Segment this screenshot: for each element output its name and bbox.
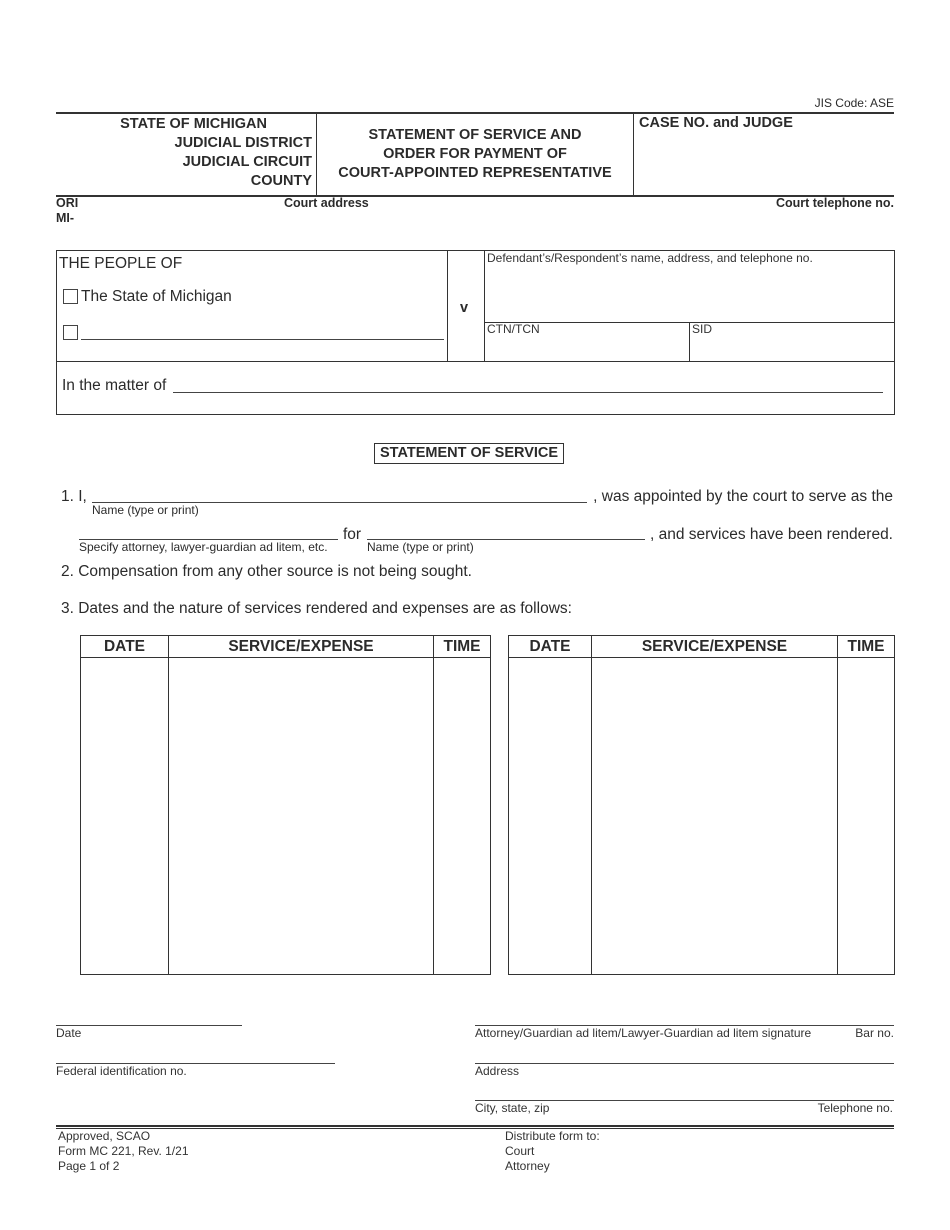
role-hint: Specify attorney, lawyer-guardian ad litem, etc. (79, 540, 328, 554)
mi-label: MI- (56, 211, 75, 225)
defendant-field[interactable] (486, 264, 892, 320)
for-word: for (343, 526, 362, 543)
header-divider-2 (633, 113, 634, 195)
service-cell[interactable] (169, 658, 434, 975)
sid-label: SID (692, 322, 713, 336)
service-log-table-left (80, 635, 491, 975)
distribute-court: Court (505, 1144, 535, 1158)
page-number: Page 1 of 2 (58, 1159, 120, 1173)
jis-code: JIS Code: ASE (814, 96, 894, 110)
time-column-header: TIME (434, 636, 491, 658)
distribute-attorney: Attorney (505, 1159, 550, 1173)
date-cell[interactable] (81, 658, 169, 975)
table-row (509, 658, 895, 975)
date-column-header: DATE (509, 636, 592, 658)
court-designation (60, 115, 312, 191)
form-title-line: COURT-APPOINTED REPRESENTATIVE (338, 165, 612, 181)
time-cell[interactable] (838, 658, 895, 975)
form-title (317, 126, 633, 183)
form-info (58, 1129, 189, 1174)
ori-label: ORI (56, 196, 79, 210)
service-column-header: SERVICE/EXPENSE (592, 636, 838, 658)
item1-suffix: , was appointed by the court to serve as the (593, 488, 893, 505)
date-cell[interactable] (509, 658, 592, 975)
court-state: STATE OF MICHIGAN (120, 116, 267, 132)
statement-heading: STATEMENT OF SERVICE (374, 443, 564, 464)
state-of-michigan-checkbox[interactable] (63, 289, 78, 304)
parties-divider-left (447, 250, 448, 361)
header-top-rule (56, 112, 894, 114)
represented-name-hint: Name (type or print) (367, 540, 474, 554)
distribute-label: Distribute form to: (505, 1129, 600, 1143)
court-address-label: Court address (284, 196, 369, 210)
ctn-label: CTN/TCN (487, 322, 540, 336)
telephone-label: Telephone no. (817, 1101, 893, 1115)
form-title-line: STATEMENT OF SERVICE AND (368, 127, 582, 143)
date-column-header: DATE (81, 636, 169, 658)
other-party-input[interactable] (81, 339, 444, 340)
table-row (81, 658, 491, 975)
approved-text: Approved, SCAO (58, 1129, 151, 1143)
state-of-michigan-label: The State of Michigan (81, 288, 232, 305)
matter-label: In the matter of (62, 377, 167, 394)
date-label: Date (56, 1026, 82, 1040)
item2-text: 2. Compensation from any other source is not being sought. (61, 563, 472, 580)
item1-prefix: 1. I, (61, 488, 87, 505)
federal-id-label: Federal identification no. (56, 1064, 187, 1078)
distribution-list (505, 1129, 600, 1174)
address-label: Address (475, 1064, 520, 1078)
parties-bottom-rule (56, 361, 894, 362)
footer-rule-top (56, 1125, 894, 1127)
time-column-header: TIME (838, 636, 895, 658)
court-phone-label: Court telephone no. (775, 196, 894, 210)
table-header-row (509, 636, 895, 658)
item3-text: 3. Dates and the nature of services rendered and expenses are as follows: (61, 600, 572, 617)
case-no-label: CASE NO. and JUDGE (639, 115, 793, 131)
court-circuit: JUDICIAL CIRCUIT (182, 154, 312, 170)
form-number: Form MC 221, Rev. 1/21 (58, 1144, 189, 1158)
city-label: City, state, zip (475, 1101, 550, 1115)
signature-label: Attorney/Guardian ad litem/Lawyer-Guardian ad litem signature (475, 1026, 812, 1040)
address-input[interactable] (475, 1063, 894, 1064)
ctn-sid-divider (689, 322, 690, 361)
people-of-label: THE PEOPLE OF (59, 255, 183, 272)
appointee-name-hint: Name (type or print) (92, 503, 199, 517)
form-title-line: ORDER FOR PAYMENT OF (383, 146, 567, 162)
court-county: COUNTY (250, 173, 312, 189)
item1-end: , and services have been rendered. (650, 526, 893, 543)
table-header-row (81, 636, 491, 658)
service-column-header: SERVICE/EXPENSE (169, 636, 434, 658)
date-input[interactable] (56, 1025, 242, 1026)
matter-input[interactable] (173, 392, 883, 393)
time-cell[interactable] (434, 658, 491, 975)
parties-divider-right (484, 250, 485, 361)
service-cell[interactable] (592, 658, 838, 975)
defendant-label: Defendant’s/Respondent’s name, address, and telephone no. (487, 251, 813, 265)
service-log-table-right (508, 635, 895, 975)
other-party-checkbox[interactable] (63, 325, 78, 340)
header-bottom-rule (56, 195, 894, 197)
bar-no-label: Bar no. (855, 1026, 894, 1040)
court-district: JUDICIAL DISTRICT (174, 135, 312, 151)
versus-label: v (460, 300, 469, 316)
